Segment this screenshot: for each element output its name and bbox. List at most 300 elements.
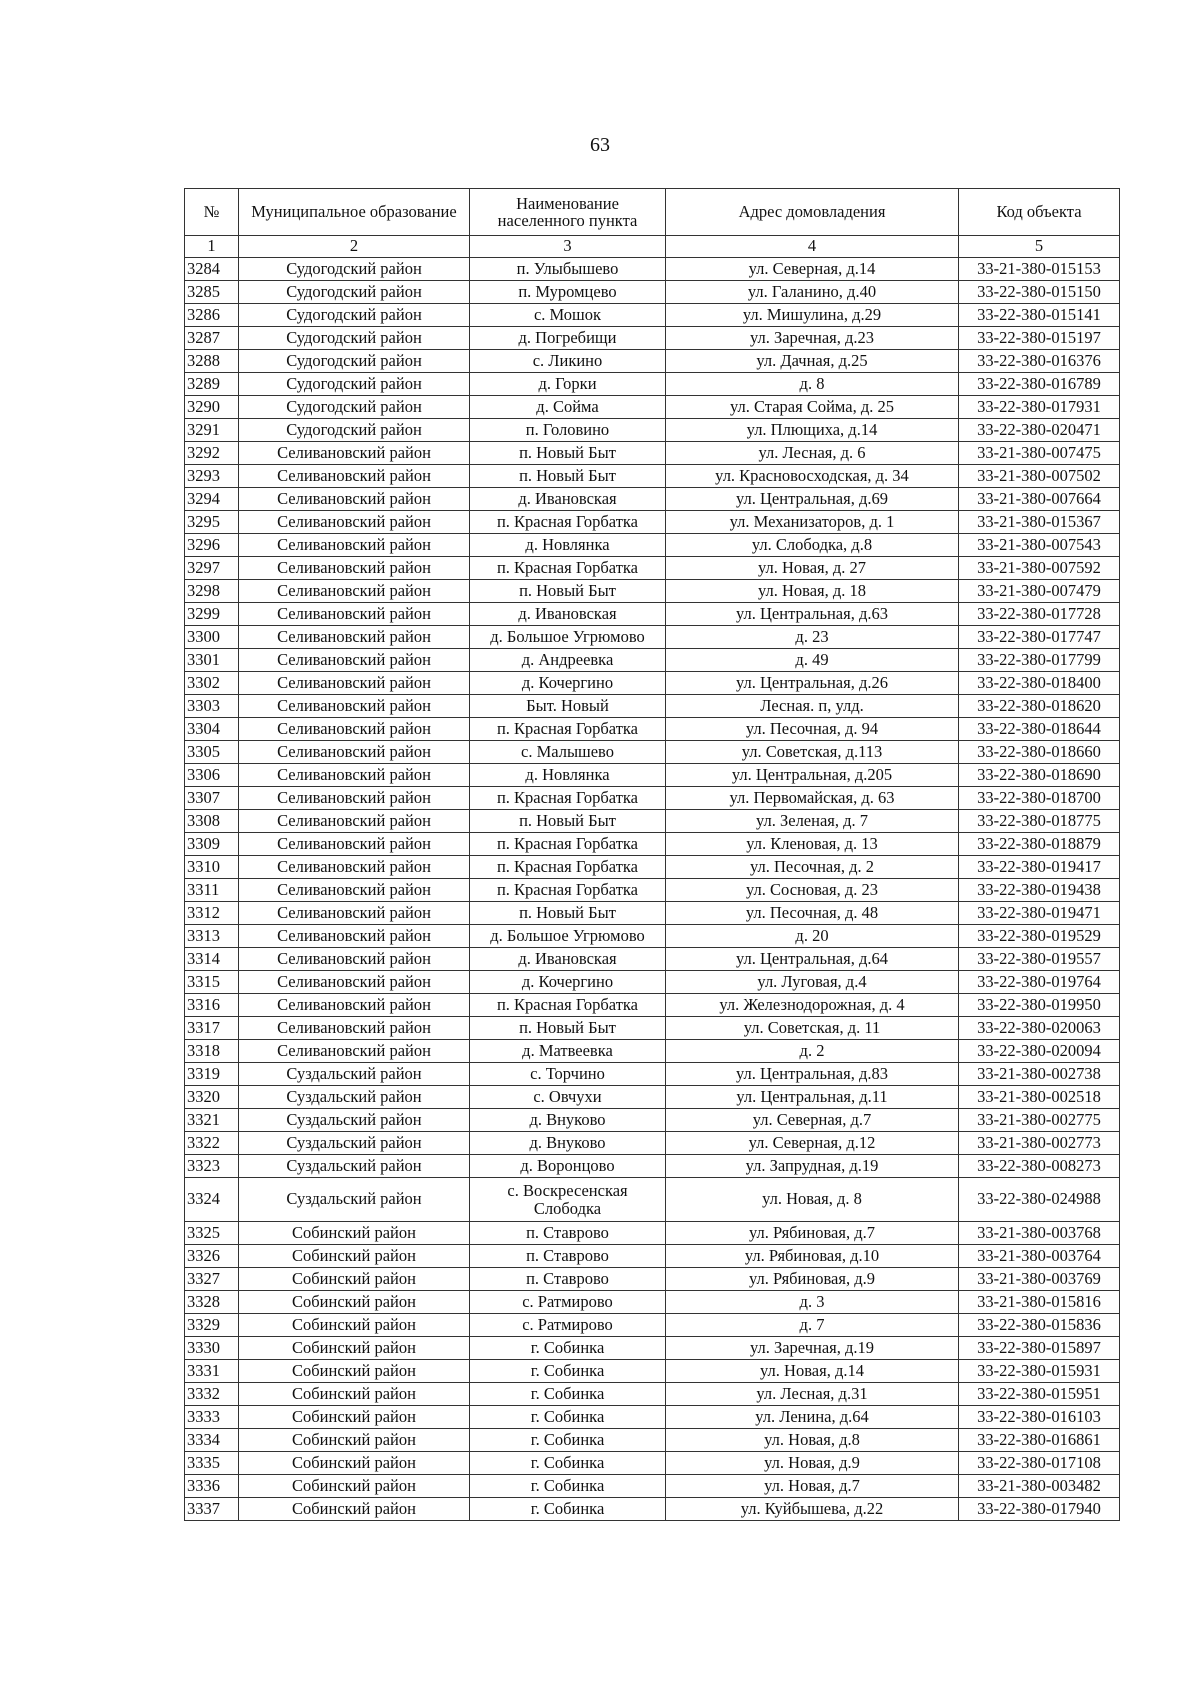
table-row [185, 511, 1120, 534]
settlement-cell: п. Красная Горбатка [470, 833, 666, 856]
object-code-cell: 33-22-380-019950 [959, 994, 1120, 1017]
settlement-cell: п. Красная Горбатка [470, 511, 666, 534]
table-row [185, 1086, 1120, 1109]
table-row [185, 1132, 1120, 1155]
settlement-cell: г. Собинка [470, 1498, 666, 1521]
table-row [185, 994, 1120, 1017]
object-code-cell: 33-22-380-020094 [959, 1040, 1120, 1063]
table-row [185, 1291, 1120, 1314]
settlement-cell: д. Воронцово [470, 1155, 666, 1178]
row-number: 3321 [185, 1109, 239, 1132]
address-cell: д. 3 [666, 1291, 959, 1314]
object-code-cell: 33-22-380-019471 [959, 902, 1120, 925]
municipality-cell: Собинский район [239, 1291, 470, 1314]
address-cell: д. 20 [666, 925, 959, 948]
row-number: 3337 [185, 1498, 239, 1521]
table-row [185, 695, 1120, 718]
municipality-cell: Судогодский район [239, 419, 470, 442]
address-cell: ул. Новая, д.7 [666, 1475, 959, 1498]
row-number: 3316 [185, 994, 239, 1017]
settlement-cell: д. Ивановская [470, 603, 666, 626]
settlement-cell: п. Красная Горбатка [470, 994, 666, 1017]
object-code-cell: 33-22-380-017747 [959, 626, 1120, 649]
row-number: 3285 [185, 281, 239, 304]
municipality-cell: Селивановский район [239, 833, 470, 856]
row-number: 3287 [185, 327, 239, 350]
table-row [185, 534, 1120, 557]
settlement-cell: п. Новый Быт [470, 442, 666, 465]
municipality-cell: Собинский район [239, 1406, 470, 1429]
municipality-cell: Судогодский район [239, 304, 470, 327]
table-row [185, 1452, 1120, 1475]
municipality-cell: Селивановский район [239, 511, 470, 534]
municipality-cell: Собинский район [239, 1429, 470, 1452]
settlement-cell: п. Ставрово [470, 1222, 666, 1245]
row-number: 3286 [185, 304, 239, 327]
settlement-cell: д. Новлянка [470, 764, 666, 787]
municipality-cell: Селивановский район [239, 810, 470, 833]
object-code-cell: 33-22-380-018620 [959, 695, 1120, 718]
address-cell: ул. Зеленая, д. 7 [666, 810, 959, 833]
header-settlement: Наименование населенного пункта [470, 189, 666, 236]
table-row [185, 1498, 1120, 1521]
table-row [185, 1222, 1120, 1245]
table-row [185, 1406, 1120, 1429]
municipality-cell: Судогодский район [239, 350, 470, 373]
municipality-cell: Суздальский район [239, 1063, 470, 1086]
municipality-cell: Суздальский район [239, 1132, 470, 1155]
settlement-cell: г. Собинка [470, 1360, 666, 1383]
column-number: 3 [470, 236, 666, 258]
row-number: 3319 [185, 1063, 239, 1086]
header-address: Адрес домовладения [666, 189, 959, 236]
address-cell: ул. Рябиновая, д.7 [666, 1222, 959, 1245]
municipality-cell: Селивановский район [239, 626, 470, 649]
table-row [185, 948, 1120, 971]
municipality-cell: Собинский район [239, 1268, 470, 1291]
table-row [185, 304, 1120, 327]
municipality-cell: Судогодский район [239, 396, 470, 419]
table-row [185, 557, 1120, 580]
address-cell: ул. Сосновая, д. 23 [666, 879, 959, 902]
table-row [185, 672, 1120, 695]
address-cell: ул. Лесная, д.31 [666, 1383, 959, 1406]
table-row [185, 810, 1120, 833]
address-cell: д. 8 [666, 373, 959, 396]
settlement-cell: п. Красная Горбатка [470, 787, 666, 810]
row-number: 3292 [185, 442, 239, 465]
settlement-cell: п. Новый Быт [470, 1017, 666, 1040]
settlement-cell: г. Собинка [470, 1406, 666, 1429]
row-number: 3308 [185, 810, 239, 833]
row-number: 3335 [185, 1452, 239, 1475]
object-code-cell: 33-22-380-024988 [959, 1178, 1120, 1222]
object-code-cell: 33-22-380-017799 [959, 649, 1120, 672]
row-number: 3314 [185, 948, 239, 971]
municipality-cell: Селивановский район [239, 442, 470, 465]
address-cell: ул. Песочная, д. 2 [666, 856, 959, 879]
settlement-cell: п. Муромцево [470, 281, 666, 304]
table-row [185, 741, 1120, 764]
row-number: 3329 [185, 1314, 239, 1337]
settlement-cell: г. Собинка [470, 1452, 666, 1475]
table-row [185, 465, 1120, 488]
object-code-cell: 33-21-380-007479 [959, 580, 1120, 603]
table-row [185, 1268, 1120, 1291]
settlement-cell: д. Матвеевка [470, 1040, 666, 1063]
object-code-cell: 33-22-380-019529 [959, 925, 1120, 948]
object-code-cell: 33-21-380-015153 [959, 258, 1120, 281]
municipality-cell: Селивановский район [239, 603, 470, 626]
municipality-cell: Собинский район [239, 1222, 470, 1245]
address-cell: ул. Куйбышева, д.22 [666, 1498, 959, 1521]
row-number: 3325 [185, 1222, 239, 1245]
table-row [185, 833, 1120, 856]
municipality-cell: Селивановский район [239, 787, 470, 810]
row-number: 3302 [185, 672, 239, 695]
municipality-cell: Собинский район [239, 1314, 470, 1337]
row-number: 3330 [185, 1337, 239, 1360]
settlement-cell: д. Андреевка [470, 649, 666, 672]
address-cell: ул. Северная, д.12 [666, 1132, 959, 1155]
table-row [185, 350, 1120, 373]
row-number: 3311 [185, 879, 239, 902]
table-row [185, 327, 1120, 350]
address-cell: ул. Рябиновая, д.9 [666, 1268, 959, 1291]
column-number: 4 [666, 236, 959, 258]
municipality-cell: Селивановский район [239, 879, 470, 902]
settlement-cell: д. Сойма [470, 396, 666, 419]
table-body [185, 258, 1120, 1521]
address-cell: ул. Дачная, д.25 [666, 350, 959, 373]
settlement-cell: п. Новый Быт [470, 580, 666, 603]
object-code-cell: 33-22-380-018775 [959, 810, 1120, 833]
settlement-cell: д. Большое Угрюмово [470, 925, 666, 948]
settlement-cell: п. Красная Горбатка [470, 879, 666, 902]
object-code-cell: 33-22-380-015931 [959, 1360, 1120, 1383]
table-row [185, 603, 1120, 626]
object-code-cell: 33-21-380-003482 [959, 1475, 1120, 1498]
table-row [185, 925, 1120, 948]
table-row [185, 787, 1120, 810]
table-row [185, 1109, 1120, 1132]
settlement-cell: г. Собинка [470, 1475, 666, 1498]
row-number: 3288 [185, 350, 239, 373]
row-number: 3297 [185, 557, 239, 580]
object-code-cell: 33-22-380-018690 [959, 764, 1120, 787]
row-number: 3298 [185, 580, 239, 603]
row-number: 3323 [185, 1155, 239, 1178]
object-code-cell: 33-22-380-019764 [959, 971, 1120, 994]
row-number: 3305 [185, 741, 239, 764]
object-code-cell: 33-22-380-008273 [959, 1155, 1120, 1178]
row-number: 3336 [185, 1475, 239, 1498]
settlement-cell: с. Овчухи [470, 1086, 666, 1109]
settlement-cell: с. Ратмирово [470, 1291, 666, 1314]
row-number: 3328 [185, 1291, 239, 1314]
object-code-cell: 33-21-380-002518 [959, 1086, 1120, 1109]
object-code-cell: 33-22-380-016376 [959, 350, 1120, 373]
municipality-cell: Селивановский район [239, 856, 470, 879]
row-number: 3291 [185, 419, 239, 442]
municipality-cell: Селивановский район [239, 718, 470, 741]
municipality-cell: Селивановский район [239, 1040, 470, 1063]
municipality-cell: Судогодский район [239, 281, 470, 304]
address-cell: ул. Центральная, д.83 [666, 1063, 959, 1086]
row-number: 3313 [185, 925, 239, 948]
address-cell: ул. Лесная, д. 6 [666, 442, 959, 465]
object-code-cell: 33-22-380-017931 [959, 396, 1120, 419]
settlement-cell: п. Улыбышево [470, 258, 666, 281]
address-cell: ул. Центральная, д.205 [666, 764, 959, 787]
address-cell: ул. Северная, д.7 [666, 1109, 959, 1132]
settlement-cell: д. Горки [470, 373, 666, 396]
address-cell: ул. Запрудная, д.19 [666, 1155, 959, 1178]
municipality-cell: Судогодский район [239, 258, 470, 281]
municipality-cell: Собинский район [239, 1383, 470, 1406]
row-number: 3299 [185, 603, 239, 626]
table-row [185, 396, 1120, 419]
object-code-cell: 33-22-380-015836 [959, 1314, 1120, 1337]
object-code-cell: 33-22-380-019557 [959, 948, 1120, 971]
address-cell: Лесная. п, улд. [666, 695, 959, 718]
settlement-cell: с. Малышево [470, 741, 666, 764]
object-code-cell: 33-21-380-002775 [959, 1109, 1120, 1132]
municipality-cell: Селивановский район [239, 994, 470, 1017]
table-row [185, 1337, 1120, 1360]
address-cell: ул. Галанино, д.40 [666, 281, 959, 304]
object-code-cell: 33-22-380-019438 [959, 879, 1120, 902]
row-number: 3331 [185, 1360, 239, 1383]
address-cell: ул. Луговая, д.4 [666, 971, 959, 994]
municipality-cell: Собинский район [239, 1337, 470, 1360]
row-number: 3322 [185, 1132, 239, 1155]
settlement-cell: с. Ликино [470, 350, 666, 373]
municipality-cell: Селивановский район [239, 1017, 470, 1040]
row-number: 3320 [185, 1086, 239, 1109]
object-code-cell: 33-22-380-017108 [959, 1452, 1120, 1475]
object-code-cell: 33-22-380-015951 [959, 1383, 1120, 1406]
table-row [185, 1314, 1120, 1337]
settlement-cell: г. Собинка [470, 1383, 666, 1406]
address-cell: ул. Песочная, д. 48 [666, 902, 959, 925]
object-code-cell: 33-22-380-016103 [959, 1406, 1120, 1429]
row-number: 3307 [185, 787, 239, 810]
municipality-cell: Суздальский район [239, 1178, 470, 1222]
table-row [185, 764, 1120, 787]
address-cell: ул. Центральная, д.64 [666, 948, 959, 971]
address-cell: ул. Новая, д.14 [666, 1360, 959, 1383]
municipality-cell: Селивановский район [239, 649, 470, 672]
column-number-row [185, 236, 1120, 258]
address-cell: ул. Новая, д. 27 [666, 557, 959, 580]
object-code-cell: 33-22-380-015897 [959, 1337, 1120, 1360]
row-number: 3301 [185, 649, 239, 672]
settlement-cell: Быт. Новый [470, 695, 666, 718]
object-code-cell: 33-22-380-017940 [959, 1498, 1120, 1521]
page-number: 63 [590, 134, 610, 156]
settlement-cell: д. Внуково [470, 1132, 666, 1155]
object-code-cell: 33-21-380-007592 [959, 557, 1120, 580]
address-cell: ул. Заречная, д.23 [666, 327, 959, 350]
object-code-cell: 33-21-380-002773 [959, 1132, 1120, 1155]
object-code-cell: 33-22-380-020471 [959, 419, 1120, 442]
table-row [185, 1429, 1120, 1452]
municipality-cell: Собинский район [239, 1360, 470, 1383]
settlement-cell: п. Новый Быт [470, 902, 666, 925]
table-row [185, 1475, 1120, 1498]
object-code-cell: 33-21-380-007543 [959, 534, 1120, 557]
municipality-cell: Селивановский район [239, 695, 470, 718]
table-row [185, 373, 1120, 396]
address-cell: ул. Слободка, д.8 [666, 534, 959, 557]
municipality-cell: Суздальский район [239, 1086, 470, 1109]
address-cell: ул. Рябиновая, д.10 [666, 1245, 959, 1268]
municipality-cell: Собинский район [239, 1498, 470, 1521]
row-number: 3295 [185, 511, 239, 534]
settlement-cell: д. Большое Угрюмово [470, 626, 666, 649]
municipality-cell: Судогодский район [239, 327, 470, 350]
table-row [185, 1017, 1120, 1040]
object-code-cell: 33-21-380-015816 [959, 1291, 1120, 1314]
settlement-cell: д. Внуково [470, 1109, 666, 1132]
object-code-cell: 33-21-380-007664 [959, 488, 1120, 511]
municipality-cell: Селивановский район [239, 925, 470, 948]
address-cell: ул. Новая, д. 8 [666, 1178, 959, 1222]
table-row [185, 1360, 1120, 1383]
municipality-cell: Селивановский район [239, 971, 470, 994]
row-number: 3333 [185, 1406, 239, 1429]
object-code-cell: 33-21-380-015367 [959, 511, 1120, 534]
address-cell: ул. Новая, д.9 [666, 1452, 959, 1475]
settlement-cell: п. Ставрово [470, 1268, 666, 1291]
row-number: 3310 [185, 856, 239, 879]
row-number: 3290 [185, 396, 239, 419]
table-header-row [185, 189, 1120, 236]
table-row [185, 258, 1120, 281]
table-row [185, 1178, 1120, 1222]
row-number: 3312 [185, 902, 239, 925]
address-cell: д. 2 [666, 1040, 959, 1063]
object-code-cell: 33-22-380-018400 [959, 672, 1120, 695]
settlement-cell: п. Красная Горбатка [470, 856, 666, 879]
table-row [185, 419, 1120, 442]
address-cell: ул. Центральная, д.63 [666, 603, 959, 626]
settlement-cell: п. Головино [470, 419, 666, 442]
column-number: 1 [185, 236, 239, 258]
table-row [185, 281, 1120, 304]
address-cell: д. 23 [666, 626, 959, 649]
row-number: 3317 [185, 1017, 239, 1040]
row-number: 3289 [185, 373, 239, 396]
settlement-cell: п. Новый Быт [470, 465, 666, 488]
object-code-cell: 33-22-380-016789 [959, 373, 1120, 396]
row-number: 3294 [185, 488, 239, 511]
address-cell: д. 7 [666, 1314, 959, 1337]
municipality-cell: Селивановский район [239, 948, 470, 971]
row-number: 3304 [185, 718, 239, 741]
municipality-cell: Селивановский район [239, 741, 470, 764]
table-row [185, 1040, 1120, 1063]
object-code-cell: 33-21-380-007502 [959, 465, 1120, 488]
table-row [185, 856, 1120, 879]
registry-table [184, 188, 1120, 1521]
address-cell: ул. Механизаторов, д. 1 [666, 511, 959, 534]
table-row [185, 1155, 1120, 1178]
table-row [185, 1245, 1120, 1268]
address-cell: ул. Северная, д.14 [666, 258, 959, 281]
municipality-cell: Суздальский район [239, 1109, 470, 1132]
object-code-cell: 33-22-380-015141 [959, 304, 1120, 327]
object-code-cell: 33-21-380-007475 [959, 442, 1120, 465]
header-object-code: Код объекта [959, 189, 1120, 236]
address-cell: ул. Советская, д. 11 [666, 1017, 959, 1040]
object-code-cell: 33-22-380-020063 [959, 1017, 1120, 1040]
settlement-cell: с. Ратмирово [470, 1314, 666, 1337]
table-row [185, 580, 1120, 603]
row-number: 3306 [185, 764, 239, 787]
address-cell: ул. Песочная, д. 94 [666, 718, 959, 741]
address-cell: ул. Первомайская, д. 63 [666, 787, 959, 810]
address-cell: ул. Кленовая, д. 13 [666, 833, 959, 856]
settlement-cell: д. Кочергино [470, 971, 666, 994]
address-cell: ул. Мишулина, д.29 [666, 304, 959, 327]
column-number: 2 [239, 236, 470, 258]
settlement-cell: п. Красная Горбатка [470, 557, 666, 580]
municipality-cell: Селивановский район [239, 580, 470, 603]
row-number: 3327 [185, 1268, 239, 1291]
address-cell: ул. Новая, д.8 [666, 1429, 959, 1452]
settlement-cell: с. Воскресенская Слободка [470, 1178, 666, 1222]
municipality-cell: Селивановский район [239, 902, 470, 925]
municipality-cell: Собинский район [239, 1452, 470, 1475]
table-row [185, 442, 1120, 465]
object-code-cell: 33-21-380-003768 [959, 1222, 1120, 1245]
object-code-cell: 33-22-380-018700 [959, 787, 1120, 810]
header-number: № [185, 189, 239, 236]
table-row [185, 879, 1120, 902]
table-row [185, 1383, 1120, 1406]
address-cell: д. 49 [666, 649, 959, 672]
row-number: 3315 [185, 971, 239, 994]
row-number: 3300 [185, 626, 239, 649]
settlement-cell: с. Мошок [470, 304, 666, 327]
table-row [185, 649, 1120, 672]
address-cell: ул. Железнодорожная, д. 4 [666, 994, 959, 1017]
row-number: 3303 [185, 695, 239, 718]
municipality-cell: Селивановский район [239, 465, 470, 488]
header-municipality: Муниципальное образование [239, 189, 470, 236]
object-code-cell: 33-21-380-003769 [959, 1268, 1120, 1291]
column-number: 5 [959, 236, 1120, 258]
municipality-cell: Судогодский район [239, 373, 470, 396]
object-code-cell: 33-21-380-003764 [959, 1245, 1120, 1268]
municipality-cell: Селивановский район [239, 488, 470, 511]
row-number: 3332 [185, 1383, 239, 1406]
row-number: 3293 [185, 465, 239, 488]
municipality-cell: Селивановский район [239, 557, 470, 580]
address-cell: ул. Старая Сойма, д. 25 [666, 396, 959, 419]
object-code-cell: 33-22-380-018660 [959, 741, 1120, 764]
address-cell: ул. Центральная, д.26 [666, 672, 959, 695]
row-number: 3296 [185, 534, 239, 557]
settlement-cell: г. Собинка [470, 1337, 666, 1360]
object-code-cell: 33-22-380-015150 [959, 281, 1120, 304]
municipality-cell: Суздальский район [239, 1155, 470, 1178]
object-code-cell: 33-22-380-015197 [959, 327, 1120, 350]
object-code-cell: 33-22-380-018644 [959, 718, 1120, 741]
settlement-cell: п. Новый Быт [470, 810, 666, 833]
